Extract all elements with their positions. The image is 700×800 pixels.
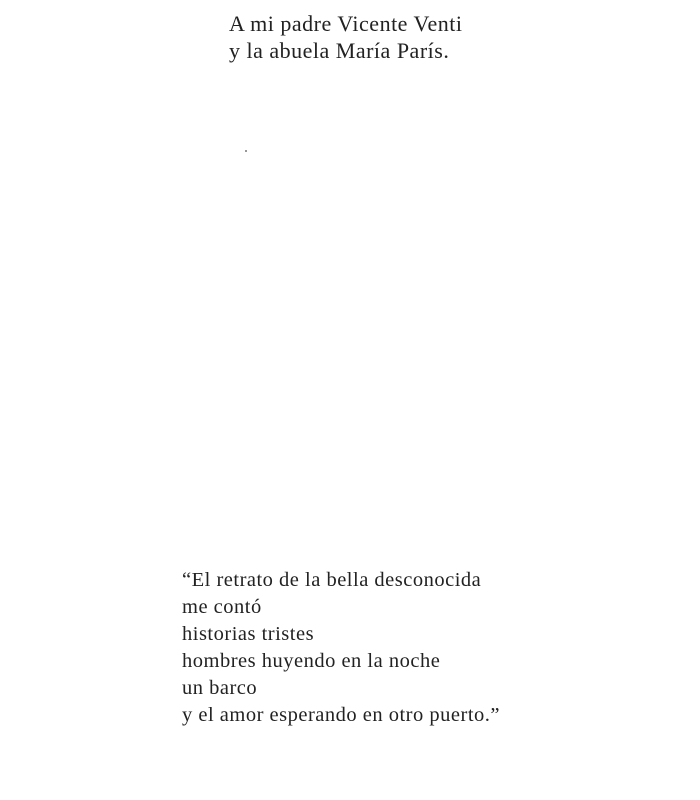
poem-line: y el amor esperando en otro puerto.” [182, 704, 500, 726]
epigraph-poem [182, 567, 500, 729]
poem-line: me contó [182, 596, 262, 618]
dedication [229, 10, 462, 64]
poem-line: un barco [182, 677, 258, 699]
poem-line: historias tristes [182, 623, 315, 645]
paper-speck [245, 150, 247, 152]
poem-line: “El retrato de la bella desconocida [182, 569, 482, 591]
poem-line: hombres huyendo en la noche [182, 650, 441, 672]
dedication-line: A mi padre Vicente Venti [229, 11, 463, 36]
dedication-line: y la abuela María París. [229, 38, 450, 63]
